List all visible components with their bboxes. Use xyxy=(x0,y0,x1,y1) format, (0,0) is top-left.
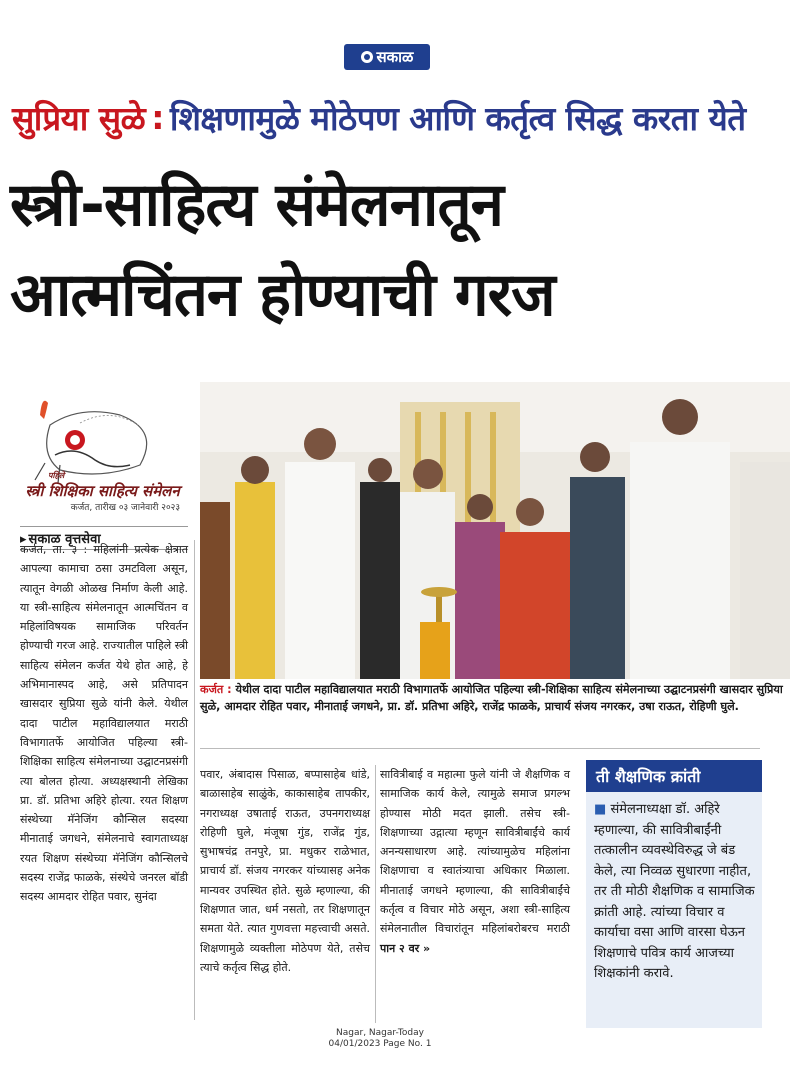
article-column-1: कर्जत, ता. ३ : महिलांनी प्रत्येक क्षेत्रात आपल्या कामाचा ठसा उमटविला असून, त्यातून वेगळी ओळख निर्माण केली आहे. या स्त्री-साहित्य संमेलनातून आत्मचिंतन व महिलांविषयक सामाजिक परिवर्तन होण्याची गरज आहे. राज्यातील पाहिले स्त्री साहित्य संमेलन कर्जत येथे होत आहे, हे अभिमानास्पद आहे, असे प्रतिपादन खासदार सुप्रिया सुळे यांनी केले. येथील दादा पाटील महाविद्यालयात मराठी विभागातर्फे आयोजित पहिल्या स्त्री-शिक्षिका साहित्य संमेलनाच्या उद्घाटनप्रसंगी त्या बोलत होत्या. अध्यक्षस्थानी लेखिका प्रा. डॉ. प्रतिभा अहिरे होत्या. रयत शिक्षण संस्थेच्या मॅनेजिंग कौन्सिल सदस्या मीनाताई जगधने, संमेलनाचे स्वागताध्यक्ष रयत शिक्षण संस्थेच्या मॅनेजिंग कौन्सिलचे सदस्य राजेंद्र फाळके, संस्थेचे जनरल बॉडी सदस्य आमदार रोहित पवार, सुनंदा xyxy=(20,543,188,904)
footer-date-page: 04/01/2023 Page No. 1 xyxy=(328,1039,432,1049)
headline-line-2: आत्मचिंतन होण्याची गरज xyxy=(10,260,555,330)
continued-on-page-link[interactable]: पान २ वर » xyxy=(380,941,431,955)
article-column-3-text: सावित्रीबाई व महात्मा फुले यांनी जे शैक्षणिक व सामाजिक कार्य केले, त्यामुळे समाज प्रगल्भ होण्यास मोठी मदत झाली. तसेच स्त्री-शिक्षणाच्या उद्गात्या म्हणून सावित्रीबाईंचे कार्य अनन्यसाधारण आहे. त्यांच्यामुळेच महिलांना शिक्षणाचा व स्वातंत्र्याचा अधिकार मिळाला. मीनाताई जगधने म्हणाल्या, की सावित्रीबाईंचे कर्तृत्व व विचार मोठे असून, अशा स्त्री-साहित्य संमेलनातील विचारांतून महिलांबरोबरच मराठी xyxy=(380,768,570,936)
bullet-icon: ■ xyxy=(594,802,607,817)
emblem-title-text: स्त्री शिक्षिका साहित्य संमेलन xyxy=(25,482,180,500)
headline-line-1: स्त्री-साहित्य संमेलनातून xyxy=(10,170,503,240)
emblem-title xyxy=(20,470,185,501)
article-column-2: पवार, अंबादास पिसाळ, बप्पासाहेब धांडे, बाळासाहेब साळुंके, काकासाहेब तापकीर, नगराध्यक्ष उषाताई राऊत, उपनगराध्यक्ष रोहिणी घुले, मंजूषा गुंड, राजेंद्र गुंड, सुभाषचंद्र तनपुरे, प्रा. मधुकर राळेभात, प्राचार्य डॉ. संजय नगरकर यांच्यासह अनेक मान्यवर उपस्थित होते. सुळे म्हणाल्या, की शिक्षणात जात, धर्म नसतो, तर शिक्षणातून समता येते. त्यात गुणवत्ता महत्त्वाची असते. शिक्षणामुळे व्यक्तीला मोठेपण येते, तसेच त्याचे कर्तृत्व सिद्ध होते. xyxy=(200,768,370,974)
caption-divider xyxy=(200,748,760,749)
page-footer xyxy=(300,1028,460,1050)
byline: ▸ सकाळ वृत्तसेवा xyxy=(20,526,188,550)
caption-place: कर्जत : xyxy=(200,683,232,696)
kicker-line xyxy=(12,92,792,142)
sakal-logo-icon xyxy=(361,51,373,63)
emblem-prefix: पहिले xyxy=(48,471,65,480)
sidebar-box-title: ती शैक्षणिक क्रांती xyxy=(586,760,762,792)
column-divider xyxy=(194,540,195,1020)
sidebar-box-body: संमेलनाध्यक्षा डॉ. अहिरे म्हणाल्या, की सावित्रीबाईंनी तत्कालीन व्यवस्थेविरुद्ध जे बंड केले, त्या निव्वळ सुधारणा नाहीत, तर ती मोठी शैक्षणिक व सामाजिक क्रांती आहे. त्यांच्या विचार व कार्याचा वसा आणि वारसा घेऊन शिक्षणाचे पवित्र कार्य आजच्या शिक्षकांनी करावे. xyxy=(594,802,755,981)
emblem-date: कर्जत, तारीख ०३ जानेवारी २०२३ xyxy=(70,503,180,513)
headline xyxy=(10,160,790,340)
newspaper-masthead xyxy=(344,44,430,70)
kicker-text: शिक्षणामुळे मोठेपण आणि कर्तृत्व सिद्ध करता येते xyxy=(169,98,746,138)
masthead-name: सकाळ xyxy=(376,48,414,66)
inauguration-photo xyxy=(200,382,790,679)
sidebar-box-text xyxy=(594,800,760,985)
kicker-name: सुप्रिया सुळे xyxy=(12,98,146,138)
column-divider xyxy=(375,765,376,1023)
caption-text: येथील दादा पाटील महाविद्यालयात मराठी विभागातर्फे आयोजित पहिल्या स्त्री-शिक्षिका साहित्य संमेलनाच्या उद्घाटनप्रसंगी खासदार सुप्रिया सुळे, आमदार रोहित पवार, मीनाताई जगधने, प्रा. डॉ. प्रतिभा अहिरे, राजेंद्र फाळके, प्राचार्य संजय नगरकर, उषा राऊत, रोहिणी घुले. xyxy=(200,683,783,713)
article-column-3 xyxy=(380,765,570,958)
footer-edition: Nagar, Nagar-Today xyxy=(336,1028,424,1038)
photo-caption xyxy=(200,681,790,715)
kicker-separator: : xyxy=(151,97,164,137)
